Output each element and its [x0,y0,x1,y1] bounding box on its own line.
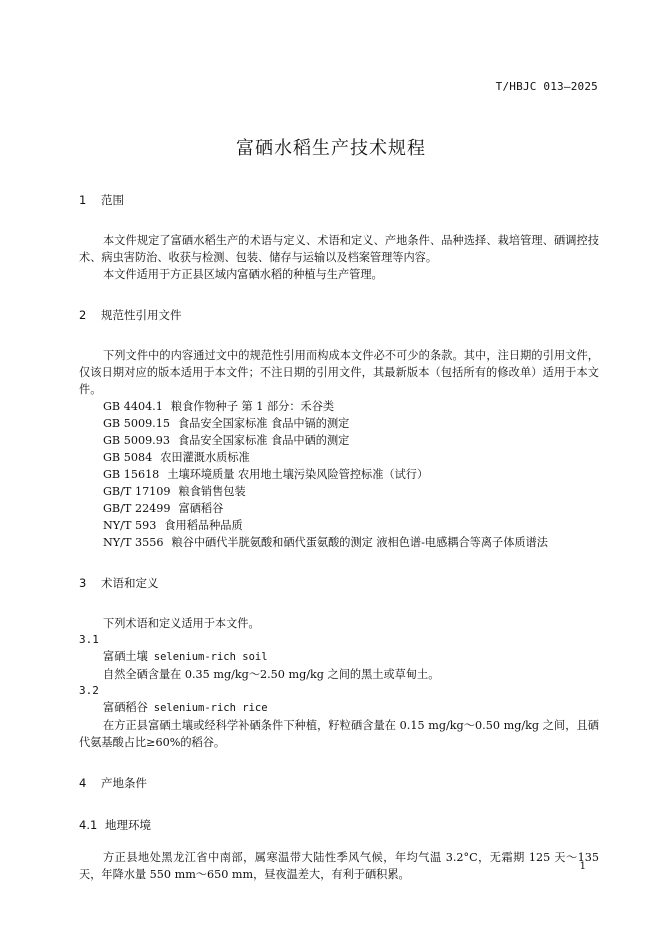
term-number: 3.2 [79,684,99,697]
document-body [79,190,599,883]
reference-item: GB/T 22499 富硒稻谷 [103,502,224,515]
paragraph: 下列术语和定义适用于本文件。 [103,617,260,630]
section-heading-scope: 1 范围 [79,193,124,207]
term-definition: 自然全硒含量在 0.35 mg/kg～2.50 mg/kg 之间的黑土或草甸土。 [103,668,440,681]
reference-item: NY/T 593 食用稻品种品质 [103,519,243,532]
paragraph: 本文件适用于方正县区域内富硒水稻的种植与生产管理。 [103,268,383,281]
page-number: 1 [579,861,586,872]
reference-item: GB 5084 农田灌溉水质标准 [103,451,250,464]
term-definition: 在方正县富硒土壤或经科学补硒条件下种植，籽粒硒含量在 0.15 mg/kg～0.50 mg/kg 之间，且硒代氨基酸占比≥60%的稻谷。 [79,719,599,749]
reference-item: GB 5009.93 食品安全国家标准 食品中硒的测定 [103,434,350,447]
reference-item: NY/T 3556 粮谷中硒代半胱氨酸和硒代蛋氨酸的测定 液相色谱-电感耦合等离子体质谱法 [103,536,548,549]
reference-item: GB 15618 土壤环境质量 农用地土壤污染风险管控标准（试行） [103,468,429,481]
section-heading-normative-references: 2 规范性引用文件 [79,308,182,322]
term-number: 3.1 [79,633,99,646]
reference-item: GB 4404.1 粮食作物种子 第 1 部分：禾谷类 [103,400,335,413]
standard-number: T/HBJC 013—2025 [495,80,598,93]
term-title: 富硒土壤 selenium-rich soil [103,650,268,663]
section-heading-production-conditions: 4 产地条件 [79,776,147,790]
term-title: 富硒稻谷 selenium-rich rice [103,701,268,714]
document-title: 富硒水稻生产技术规程 [236,138,426,159]
paragraph: 本文件规定了富硒水稻生产的术语与定义、术语和定义、产地条件、品种选择、栽培管理、硒调控技术、病虫害防治、收获与检测、包装、储存与运输以及档案管理等内容。 [79,234,599,264]
subsection-heading-geography: 4.1 地理环境 [79,818,151,832]
reference-item: GB 5009.15 食品安全国家标准 食品中镉的测定 [103,417,350,430]
paragraph: 方正县地处黑龙江省中南部，属寒温带大陆性季风气候，年均气温 3.2°C，无霜期 125 天～135 天，年降水量 550 mm～650 mm，昼夜温差大，有利于硒积累。 [79,851,599,881]
reference-item: GB/T 17109 粮食销售包装 [103,485,246,498]
reference-list [79,398,599,551]
paragraph: 下列文件中的内容通过文中的规范性引用而构成本文件必不可少的条款。其中，注日期的引用文件，仅该日期对应的版本适用于本文件；不注日期的引用文件，其最新版本（包括所有的修改单）适用于本文件。 [79,349,599,396]
section-heading-terms: 3 术语和定义 [79,576,159,590]
